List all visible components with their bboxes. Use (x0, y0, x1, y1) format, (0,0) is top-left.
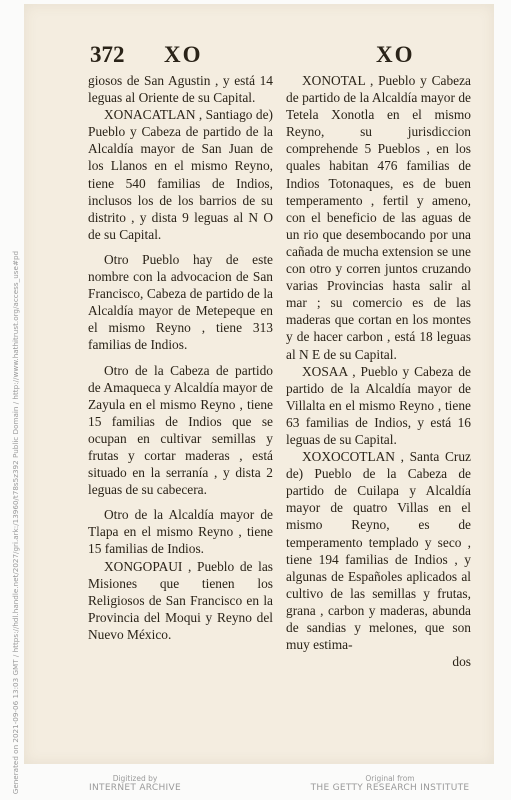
right-column (286, 72, 471, 670)
page-footer (0, 766, 511, 800)
running-head-left: XO (164, 42, 203, 67)
page-number: 372 (90, 42, 125, 67)
running-head-right: XO (376, 42, 415, 67)
entry-xonacatlan: XONACATLAN , Santiago de) Pueblo y Cabeza de partido de la Alcaldía mayor de San Juan de los Llanos en el mismo Reyno, tiene 540 familias de Indios, inclusos los de los barrios de su distrito , y dista 9 leguas al N O de su Capital. (88, 107, 273, 242)
source-credit (300, 774, 480, 793)
entry-xongopaui: XONGOPAUI , Pueblo de las Misiones que tienen los Religiosos de San Francisco en la Provincia del Moqui y Reyno del Nuevo México. (88, 558, 273, 642)
watermark-text: Generated on 2021-09-06 13:03 GMT / https://hdl.handle.net/2027/gri.ark:/13960/t78s5z392 Public Domain / http://www.hathitrust.org/access_use#pd (10, 250, 20, 795)
paragraph: Otro de la Alcaldía mayor de Tlapa en el mismo Reyno , tiene 15 familias de Indios. (88, 507, 273, 557)
entry-xoxocotlan: XOXOCOTLAN , Santa Cruz de) Pueblo de la Cabeza de partido de Cuilapa y Alcaldía mayor de quatro Villas en el mismo Reyno, es de temperamento templado y seco , tiene 194 familias de Indios , y algunas de Españoles aplicados al cultivo de las semillas y frutas, grana , carbon y maderas, abunda de sandias y melones, que son muy estima- (286, 449, 471, 653)
paragraph: giosos de San Agustin , y está 14 leguas al Oriente de su Capital. (88, 73, 273, 106)
source-name: THE GETTY RESEARCH INSTITUTE (310, 783, 470, 793)
original-from-label: Original from (365, 774, 415, 783)
scanned-page (24, 4, 494, 764)
catchword: dos (452, 654, 471, 670)
digitized-by-label: Digitized by (112, 774, 158, 783)
paragraph: Otro Pueblo hay de este nombre con la advocacion de San Francisco, Cabeza de partido de la Alcaldía mayor de Metepeque en el mismo Reyno , tiene 313 familias de Indios. (88, 251, 273, 353)
left-column (88, 72, 273, 643)
access-watermark (0, 250, 20, 800)
digitizer-name: INTERNET ARCHIVE (89, 783, 181, 793)
page-header (24, 42, 494, 72)
entry-xosaa: XOSAA , Pueblo y Cabeza de partido de la Alcaldía mayor de Villalta en el mismo Reyno , tiene 63 familias de Indios, y está 16 leguas de su Capital. (286, 363, 471, 447)
digitizer-credit (70, 774, 200, 793)
paragraph: Otro de la Cabeza de partido de Amaqueca y Alcaldía mayor de Zayula en el mismo Reyno , tiene 15 familias de Indios que se ocupan en cultivar semillas y frutas y cortar maderas , está situado en la serranía , y dista 2 leguas de su cabecera. (88, 362, 273, 498)
entry-xonotal: XONOTAL , Pueblo y Cabeza de partido de la Alcaldía mayor de Tetela Xonotla en el mismo Reyno, su jurisdiccion comprehende 5 Pueblos , en los quales habitan 476 familias de Indios Totonaques, es de buen temperamento , fertil y ameno, con el beneficio de las aguas de un rio que desembocando por una cañada de mucha extension se une con otro y corren juntos cruzando varias Provincias hasta salir al mar ; su comercio es de las maderas que cortan en los montes y de hacer carbon , está 18 leguas al N E de su Capital. (286, 73, 471, 362)
